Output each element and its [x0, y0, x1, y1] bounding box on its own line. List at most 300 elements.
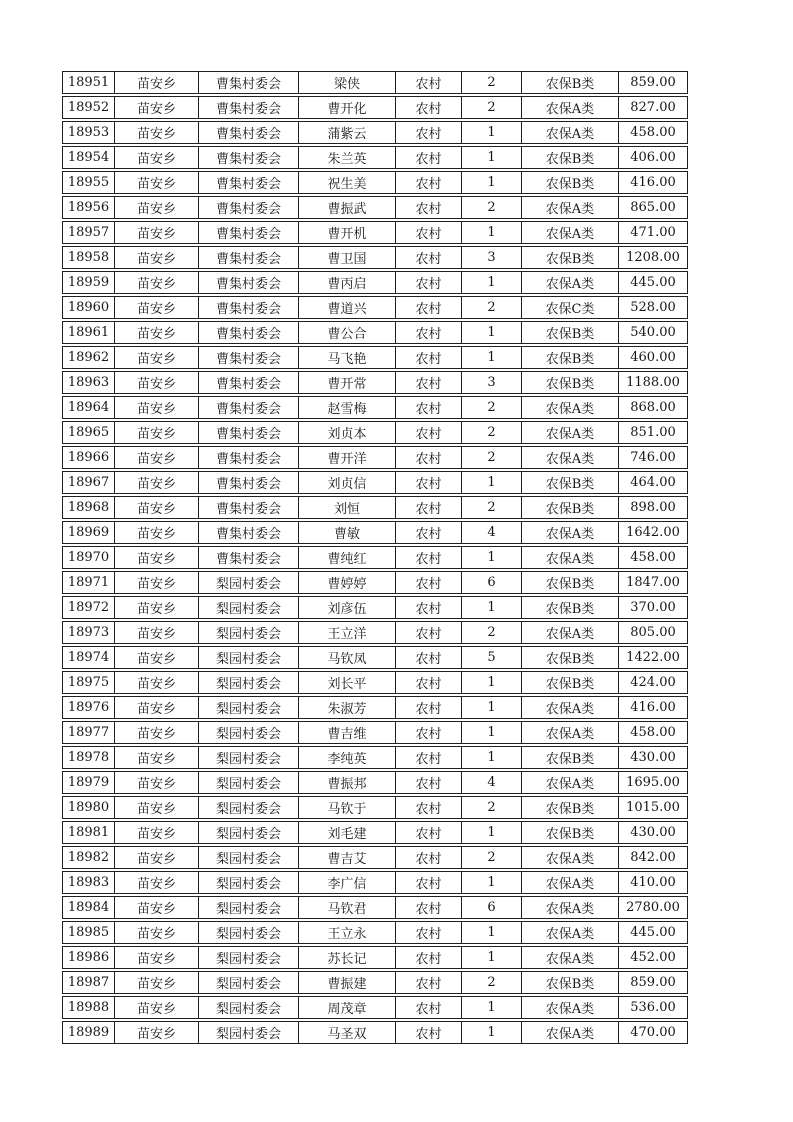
table-cell: 农村 [395, 621, 461, 644]
table-cell: 曹开洋 [298, 446, 395, 469]
table-cell: 曹集村委会 [198, 221, 298, 244]
table-cell: 农村 [395, 271, 461, 294]
table-cell: 农保B类 [521, 646, 618, 669]
table-cell: 528.00 [618, 296, 688, 319]
table-cell: 苗安乡 [114, 96, 198, 119]
table-cell: 458.00 [618, 721, 688, 744]
table-cell: 刘贞信 [298, 471, 395, 494]
table-cell: 农村 [395, 371, 461, 394]
table-cell: 18957 [62, 221, 114, 244]
table-cell: 1 [461, 546, 521, 569]
table-cell: 苗安乡 [114, 896, 198, 919]
table-cell: 苗安乡 [114, 646, 198, 669]
table-row [62, 221, 688, 244]
table-cell: 刘长平 [298, 671, 395, 694]
table-row [62, 546, 688, 569]
table-cell: 农村 [395, 396, 461, 419]
table-cell: 曹道兴 [298, 296, 395, 319]
table-cell: 2 [461, 971, 521, 994]
table-cell: 农保A类 [521, 396, 618, 419]
table-cell: 2 [461, 71, 521, 94]
table-cell: 苗安乡 [114, 946, 198, 969]
table-cell: 梨园村委会 [198, 571, 298, 594]
table-cell: 苗安乡 [114, 396, 198, 419]
table-cell: 1 [461, 946, 521, 969]
table-cell: 农村 [395, 671, 461, 694]
table-cell: 430.00 [618, 821, 688, 844]
table-cell: 曹集村委会 [198, 196, 298, 219]
table-cell: 18952 [62, 96, 114, 119]
table-cell: 424.00 [618, 671, 688, 694]
table-cell: 苗安乡 [114, 196, 198, 219]
table-cell: 苗安乡 [114, 421, 198, 444]
table-cell: 农村 [395, 221, 461, 244]
table-cell: 苗安乡 [114, 146, 198, 169]
table-cell: 苗安乡 [114, 971, 198, 994]
table-cell: 1 [461, 596, 521, 619]
table-cell: 1 [461, 721, 521, 744]
table-cell: 曹集村委会 [198, 271, 298, 294]
table-row [62, 171, 688, 194]
table-cell: 农村 [395, 346, 461, 369]
table-cell: 苗安乡 [114, 996, 198, 1019]
table-cell: 周茂章 [298, 996, 395, 1019]
table-cell: 曹开机 [298, 221, 395, 244]
table-cell: 蒲紫云 [298, 121, 395, 144]
table-cell: 农保A类 [521, 721, 618, 744]
table-cell: 曹集村委会 [198, 496, 298, 519]
table-cell: 农村 [395, 496, 461, 519]
table-row [62, 1021, 688, 1044]
table-cell: 1 [461, 321, 521, 344]
table-cell: 苗安乡 [114, 121, 198, 144]
table-cell: 梨园村委会 [198, 896, 298, 919]
table-cell: 410.00 [618, 871, 688, 894]
table-cell: 曹集村委会 [198, 421, 298, 444]
table-cell: 梨园村委会 [198, 921, 298, 944]
table-cell: 859.00 [618, 71, 688, 94]
table-cell: 18979 [62, 771, 114, 794]
table-cell: 农保B类 [521, 796, 618, 819]
table-cell: 农村 [395, 746, 461, 769]
table-cell: 苗安乡 [114, 746, 198, 769]
table-cell: 农村 [395, 571, 461, 594]
table-row [62, 821, 688, 844]
table-cell: 曹卫国 [298, 246, 395, 269]
table-cell: 农保B类 [521, 571, 618, 594]
table-cell: 朱淑芳 [298, 696, 395, 719]
table-cell: 曹集村委会 [198, 471, 298, 494]
table-cell: 农保B类 [521, 146, 618, 169]
table-cell: 苗安乡 [114, 846, 198, 869]
table-row [62, 796, 688, 819]
table-cell: 1 [461, 221, 521, 244]
table-cell: 3 [461, 371, 521, 394]
table-cell: 苗安乡 [114, 571, 198, 594]
table-cell: 梁侠 [298, 71, 395, 94]
table-cell: 曹集村委会 [198, 371, 298, 394]
table-cell: 851.00 [618, 421, 688, 444]
pension-roster-table [62, 69, 688, 1046]
table-cell: 苗安乡 [114, 721, 198, 744]
table-cell: 苗安乡 [114, 621, 198, 644]
table-row [62, 496, 688, 519]
table-cell: 868.00 [618, 396, 688, 419]
table-cell: 4 [461, 521, 521, 544]
table-cell: 农村 [395, 996, 461, 1019]
table-cell: 苗安乡 [114, 596, 198, 619]
table-row [62, 896, 688, 919]
table-cell: 农保A类 [521, 521, 618, 544]
table-cell: 898.00 [618, 496, 688, 519]
table-cell: 农村 [395, 196, 461, 219]
table-cell: 梨园村委会 [198, 846, 298, 869]
table-cell: 1015.00 [618, 796, 688, 819]
table-row [62, 121, 688, 144]
table-cell: 1422.00 [618, 646, 688, 669]
table-cell: 曹集村委会 [198, 71, 298, 94]
table-cell: 865.00 [618, 196, 688, 219]
table-cell: 农保B类 [521, 171, 618, 194]
table-cell: 2 [461, 796, 521, 819]
table-cell: 农村 [395, 321, 461, 344]
table-cell: 18989 [62, 1021, 114, 1044]
table-cell: 2 [461, 846, 521, 869]
table-row [62, 421, 688, 444]
table-cell: 416.00 [618, 171, 688, 194]
table-cell: 曹振武 [298, 196, 395, 219]
table-cell: 曹集村委会 [198, 171, 298, 194]
table-cell: 2 [461, 446, 521, 469]
table-cell: 2 [461, 396, 521, 419]
table-cell: 18956 [62, 196, 114, 219]
table-cell: 2 [461, 96, 521, 119]
table-cell: 农村 [395, 796, 461, 819]
table-cell: 梨园村委会 [198, 746, 298, 769]
table-cell: 农保A类 [521, 1021, 618, 1044]
table-cell: 王立永 [298, 921, 395, 944]
table-cell: 18977 [62, 721, 114, 744]
table-cell: 农村 [395, 971, 461, 994]
table-cell: 梨园村委会 [198, 871, 298, 894]
table-cell: 农保A类 [521, 621, 618, 644]
table-row [62, 346, 688, 369]
table-cell: 农保A类 [521, 771, 618, 794]
table-cell: 1 [461, 471, 521, 494]
table-cell: 农保B类 [521, 321, 618, 344]
table-cell: 曹集村委会 [198, 396, 298, 419]
table-row [62, 596, 688, 619]
table-cell: 842.00 [618, 846, 688, 869]
table-cell: 曹婷婷 [298, 571, 395, 594]
table-cell: 859.00 [618, 971, 688, 994]
table-cell: 农保A类 [521, 846, 618, 869]
table-cell: 农村 [395, 296, 461, 319]
table-cell: 曹集村委会 [198, 546, 298, 569]
table-cell: 471.00 [618, 221, 688, 244]
table-cell: 18975 [62, 671, 114, 694]
table-cell: 农保A类 [521, 196, 618, 219]
table-cell: 18968 [62, 496, 114, 519]
table-cell: 曹开化 [298, 96, 395, 119]
table-cell: 18970 [62, 546, 114, 569]
table-cell: 2 [461, 296, 521, 319]
table-row [62, 321, 688, 344]
table-cell: 1208.00 [618, 246, 688, 269]
table-cell: 苗安乡 [114, 496, 198, 519]
table-row [62, 146, 688, 169]
table-cell: 18985 [62, 921, 114, 944]
table-cell: 1 [461, 696, 521, 719]
table-cell: 农村 [395, 721, 461, 744]
table-row [62, 996, 688, 1019]
table-cell: 1 [461, 346, 521, 369]
table-cell: 农保B类 [521, 596, 618, 619]
table-cell: 曹集村委会 [198, 446, 298, 469]
table-cell: 2 [461, 421, 521, 444]
table-row [62, 96, 688, 119]
table-cell: 18987 [62, 971, 114, 994]
table-cell: 刘贞本 [298, 421, 395, 444]
table-cell: 梨园村委会 [198, 1021, 298, 1044]
table-row [62, 521, 688, 544]
table-cell: 曹集村委会 [198, 146, 298, 169]
table-cell: 农村 [395, 446, 461, 469]
table-cell: 6 [461, 896, 521, 919]
table-cell: 2 [461, 621, 521, 644]
table-cell: 18955 [62, 171, 114, 194]
table-cell: 梨园村委会 [198, 971, 298, 994]
table-row [62, 621, 688, 644]
table-cell: 农村 [395, 646, 461, 669]
table-cell: 农保B类 [521, 371, 618, 394]
table-cell: 苗安乡 [114, 346, 198, 369]
table-cell: 18972 [62, 596, 114, 619]
table-cell: 王立洋 [298, 621, 395, 644]
table-cell: 430.00 [618, 746, 688, 769]
table-cell: 2 [461, 496, 521, 519]
table-cell: 苗安乡 [114, 796, 198, 819]
table-cell: 18971 [62, 571, 114, 594]
table-cell: 苗安乡 [114, 921, 198, 944]
table-cell: 苗安乡 [114, 521, 198, 544]
table-cell: 农村 [395, 1021, 461, 1044]
table-cell: 18951 [62, 71, 114, 94]
table-cell: 祝生美 [298, 171, 395, 194]
table-cell: 农村 [395, 871, 461, 894]
table-row [62, 871, 688, 894]
table-cell: 梨园村委会 [198, 796, 298, 819]
table-cell: 马钦君 [298, 896, 395, 919]
table-cell: 梨园村委会 [198, 771, 298, 794]
table-cell: 农保B类 [521, 346, 618, 369]
table-cell: 18959 [62, 271, 114, 294]
table-cell: 1 [461, 996, 521, 1019]
table-cell: 农村 [395, 421, 461, 444]
table-cell: 农村 [395, 896, 461, 919]
table-cell: 梨园村委会 [198, 946, 298, 969]
table-cell: 18973 [62, 621, 114, 644]
table-cell: 农保A类 [521, 946, 618, 969]
table-cell: 18976 [62, 696, 114, 719]
table-cell: 452.00 [618, 946, 688, 969]
table-cell: 梨园村委会 [198, 996, 298, 1019]
table-cell: 苗安乡 [114, 246, 198, 269]
table-row [62, 971, 688, 994]
table-cell: 2780.00 [618, 896, 688, 919]
table-cell: 梨园村委会 [198, 671, 298, 694]
table-cell: 农村 [395, 946, 461, 969]
table-cell: 农保A类 [521, 546, 618, 569]
table-cell: 827.00 [618, 96, 688, 119]
table-cell: 农保A类 [521, 871, 618, 894]
table-cell: 746.00 [618, 446, 688, 469]
table-cell: 梨园村委会 [198, 646, 298, 669]
table-cell: 18960 [62, 296, 114, 319]
table-cell: 曹敏 [298, 521, 395, 544]
table-cell: 18981 [62, 821, 114, 844]
table-cell: 苗安乡 [114, 546, 198, 569]
table-cell: 18986 [62, 946, 114, 969]
table-cell: 18961 [62, 321, 114, 344]
table-cell: 赵雪梅 [298, 396, 395, 419]
table-cell: 5 [461, 646, 521, 669]
table-cell: 苗安乡 [114, 871, 198, 894]
table-cell: 农保B类 [521, 746, 618, 769]
table-cell: 农村 [395, 96, 461, 119]
table-cell: 18974 [62, 646, 114, 669]
table-cell: 18978 [62, 746, 114, 769]
table-cell: 农村 [395, 771, 461, 794]
table-cell: 18965 [62, 421, 114, 444]
table-cell: 6 [461, 571, 521, 594]
table-cell: 1 [461, 821, 521, 844]
table-cell: 458.00 [618, 546, 688, 569]
table-cell: 1642.00 [618, 521, 688, 544]
table-cell: 苗安乡 [114, 296, 198, 319]
table-cell: 农保B类 [521, 246, 618, 269]
table-cell: 曹纯红 [298, 546, 395, 569]
table-cell: 曹吉维 [298, 721, 395, 744]
table-cell: 1 [461, 146, 521, 169]
table-cell: 18988 [62, 996, 114, 1019]
table-cell: 18964 [62, 396, 114, 419]
table-cell: 18983 [62, 871, 114, 894]
table-row [62, 296, 688, 319]
table-row [62, 921, 688, 944]
table-cell: 农村 [395, 121, 461, 144]
table-cell: 曹集村委会 [198, 321, 298, 344]
table-row [62, 246, 688, 269]
table-row [62, 571, 688, 594]
table-cell: 梨园村委会 [198, 596, 298, 619]
table-cell: 农保A类 [521, 446, 618, 469]
table-cell: 马圣双 [298, 1021, 395, 1044]
table-cell: 1 [461, 121, 521, 144]
table-cell: 曹集村委会 [198, 296, 298, 319]
table-cell: 梨园村委会 [198, 721, 298, 744]
table-cell: 1 [461, 671, 521, 694]
table-cell: 1 [461, 171, 521, 194]
table-cell: 苗安乡 [114, 821, 198, 844]
table-cell: 农保A类 [521, 421, 618, 444]
table-cell: 18967 [62, 471, 114, 494]
table-cell: 农保A类 [521, 896, 618, 919]
table-cell: 曹开常 [298, 371, 395, 394]
table-row [62, 471, 688, 494]
table-cell: 曹振建 [298, 971, 395, 994]
table-row [62, 771, 688, 794]
table-cell: 18963 [62, 371, 114, 394]
table-row [62, 271, 688, 294]
table-cell: 农村 [395, 696, 461, 719]
table-cell: 1847.00 [618, 571, 688, 594]
table-cell: 李广信 [298, 871, 395, 894]
table-cell: 苗安乡 [114, 171, 198, 194]
table-cell: 苗安乡 [114, 771, 198, 794]
table-row [62, 721, 688, 744]
table-cell: 农保A类 [521, 921, 618, 944]
table-row [62, 696, 688, 719]
table-cell: 农保A类 [521, 696, 618, 719]
table-cell: 农保B类 [521, 821, 618, 844]
table-cell: 农保A类 [521, 271, 618, 294]
table-cell: 464.00 [618, 471, 688, 494]
table-cell: 马飞艳 [298, 346, 395, 369]
table-cell: 3 [461, 246, 521, 269]
table-cell: 农保B类 [521, 671, 618, 694]
table-cell: 农保B类 [521, 496, 618, 519]
table-cell: 苗安乡 [114, 221, 198, 244]
table-cell: 农保A类 [521, 96, 618, 119]
table-cell: 梨园村委会 [198, 621, 298, 644]
table-cell: 曹振邦 [298, 771, 395, 794]
table-cell: 梨园村委会 [198, 821, 298, 844]
table-cell: 18953 [62, 121, 114, 144]
table-cell: 马钦凤 [298, 646, 395, 669]
table-cell: 农保A类 [521, 996, 618, 1019]
table-cell: 苗安乡 [114, 71, 198, 94]
table-row [62, 196, 688, 219]
table-cell: 刘恒 [298, 496, 395, 519]
table-cell: 18980 [62, 796, 114, 819]
table-body [62, 71, 688, 1044]
table-cell: 马钦于 [298, 796, 395, 819]
table-cell: 曹丙启 [298, 271, 395, 294]
table-cell: 1 [461, 746, 521, 769]
table-cell: 苏长记 [298, 946, 395, 969]
table-cell: 曹集村委会 [198, 121, 298, 144]
table-cell: 刘彦伍 [298, 596, 395, 619]
table-cell: 李纯英 [298, 746, 395, 769]
table-cell: 农村 [395, 921, 461, 944]
table-cell: 曹集村委会 [198, 96, 298, 119]
table-cell: 刘毛建 [298, 821, 395, 844]
table-cell: 540.00 [618, 321, 688, 344]
table-cell: 农村 [395, 71, 461, 94]
table-cell: 1188.00 [618, 371, 688, 394]
table-cell: 农村 [395, 146, 461, 169]
table-cell: 1 [461, 871, 521, 894]
table-cell: 1 [461, 1021, 521, 1044]
table-cell: 农保C类 [521, 296, 618, 319]
table-row [62, 446, 688, 469]
table-cell: 农村 [395, 596, 461, 619]
table-cell: 农保A类 [521, 121, 618, 144]
table-row [62, 396, 688, 419]
table-cell: 曹吉艾 [298, 846, 395, 869]
table-cell: 2 [461, 196, 521, 219]
